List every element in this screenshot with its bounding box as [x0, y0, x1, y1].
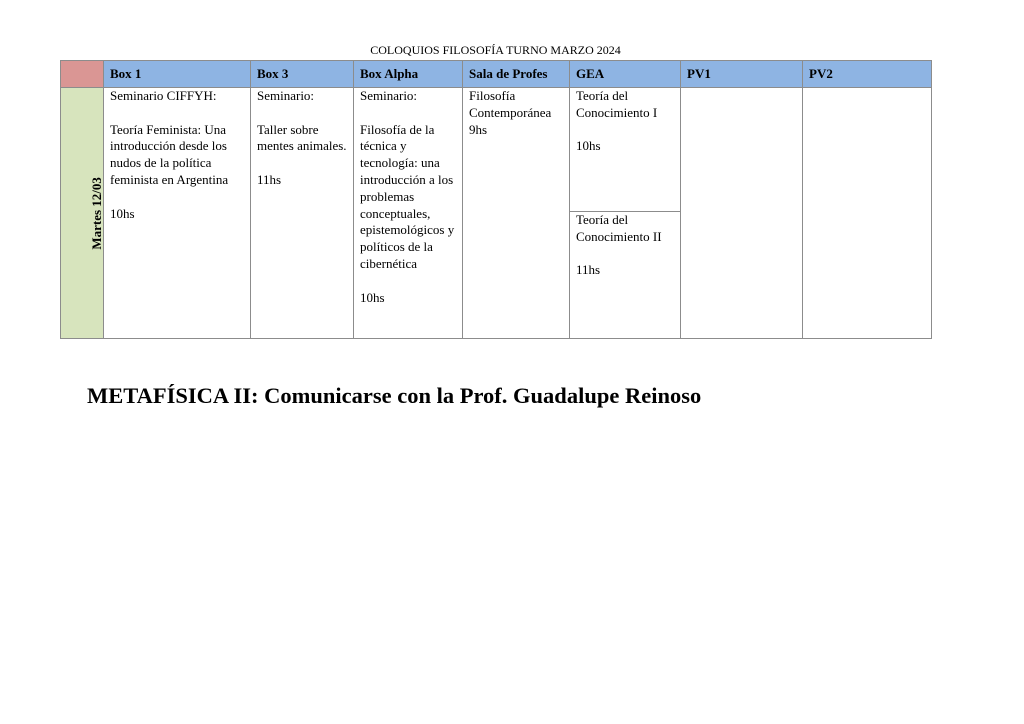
sala-time: 9hs — [469, 121, 488, 137]
document-title: COLOQUIOS FILOSOFÍA TURNO MARZO 2024 — [370, 43, 621, 57]
metafisica-note: METAFÍSICA II: Comunicarse con la Prof. Guadalupe Reinoso — [87, 383, 702, 408]
gea-cell — [570, 88, 681, 339]
box-alpha-subject: Filosofía de la técnica y tecnología: una introducción a los problemas conceptuales, epistemológicos y políticos de la cibernética — [360, 121, 455, 271]
sala-de-profes-cell — [463, 88, 570, 339]
sala-subject: Filosofía Contemporánea — [469, 88, 552, 120]
pv2-cell — [803, 88, 932, 339]
header-row — [61, 61, 932, 88]
box-alpha-time: 10hs — [360, 289, 385, 305]
gea-top-time: 10hs — [576, 138, 601, 154]
header-box-alpha: Box Alpha — [354, 61, 463, 88]
header-pv1: PV1 — [681, 61, 803, 88]
box-1-time: 10hs — [110, 205, 135, 221]
header-sala-de-profes: Sala de Profes — [463, 61, 570, 88]
header-box-3: Box 3 — [251, 61, 354, 88]
day-cell — [61, 88, 104, 339]
gea-top-subject: Teoría del Conocimiento I — [576, 88, 658, 120]
gea-slot-bottom — [570, 212, 680, 279]
gea-bottom-subject: Teoría del Conocimiento II — [576, 212, 662, 244]
header-corner-cell — [61, 61, 104, 88]
header-box-1: Box 1 — [104, 61, 251, 88]
box-3-type: Seminario: — [257, 88, 315, 103]
schedule-table — [60, 60, 932, 339]
table-row — [61, 88, 932, 339]
header-gea: GEA — [570, 61, 681, 88]
box-alpha-cell — [354, 88, 463, 339]
box-3-subject: Taller sobre mentes animales. — [257, 121, 347, 154]
day-label: Martes 12/03 — [88, 176, 104, 250]
box-1-type: Seminario CIFFYH: — [110, 88, 217, 103]
box-1-cell — [104, 88, 251, 339]
box-3-time: 11hs — [257, 171, 282, 187]
gea-slot-top — [570, 88, 680, 212]
box-3-cell — [251, 88, 354, 339]
header-pv2: PV2 — [803, 61, 932, 88]
pv1-cell — [681, 88, 803, 339]
box-alpha-type: Seminario: — [360, 88, 418, 103]
box-1-subject: Teoría Feminista: Una introducción desde los nudos de la política feminista en Argentina — [110, 121, 229, 187]
gea-bottom-time: 11hs — [576, 262, 601, 278]
